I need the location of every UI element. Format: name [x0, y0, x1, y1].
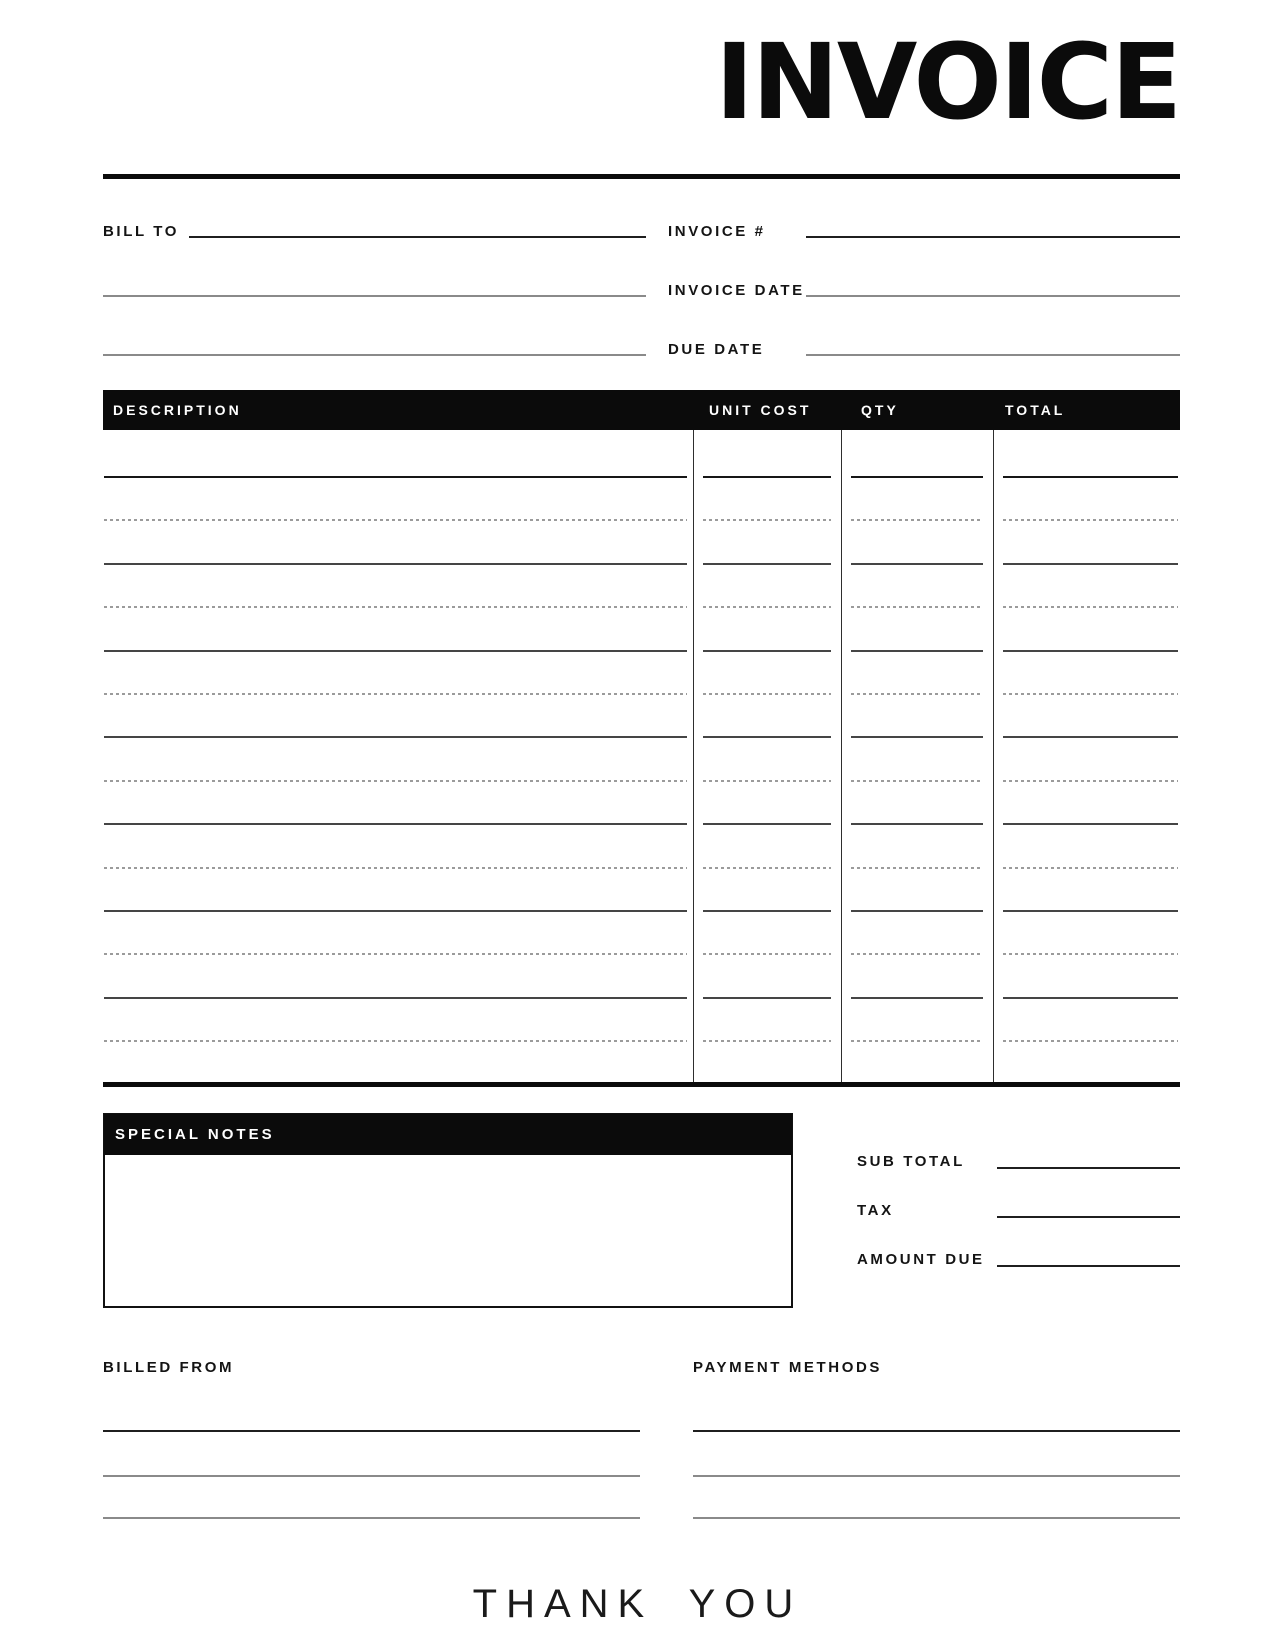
item-cell[interactable] — [693, 869, 841, 912]
item-cell[interactable] — [993, 565, 1180, 608]
item-row[interactable] — [103, 869, 1180, 912]
col-header-description: DESCRIPTION — [113, 402, 242, 418]
item-cell[interactable] — [841, 912, 993, 955]
item-cell[interactable] — [841, 608, 993, 651]
invoice-date-label: INVOICE DATE — [668, 282, 805, 299]
item-cell[interactable] — [841, 565, 993, 608]
item-cell[interactable] — [103, 999, 693, 1042]
item-cell[interactable] — [841, 652, 993, 695]
write-line — [851, 1040, 983, 1042]
invoice-number-label: INVOICE # — [668, 223, 766, 240]
item-cell[interactable] — [103, 869, 693, 912]
billing-row-3 — [103, 298, 1180, 357]
sub-total-row — [857, 1120, 1180, 1169]
table-header-row — [103, 390, 1180, 430]
item-row[interactable] — [103, 521, 1180, 564]
item-row[interactable] — [103, 955, 1180, 998]
item-cell[interactable] — [693, 430, 841, 478]
item-cell[interactable] — [103, 521, 693, 564]
billed-from-line-2[interactable] — [103, 1475, 640, 1477]
item-cell[interactable] — [103, 912, 693, 955]
item-cell[interactable] — [993, 430, 1180, 478]
table-bottom-rule — [103, 1082, 1180, 1087]
item-row[interactable] — [103, 430, 1180, 478]
item-cell[interactable] — [841, 782, 993, 825]
tax-field-line[interactable] — [997, 1216, 1180, 1218]
billing-row-1 — [103, 180, 1180, 239]
billed-from-line-3[interactable] — [103, 1517, 640, 1519]
item-cell[interactable] — [103, 738, 693, 781]
tax-row — [857, 1169, 1180, 1218]
billing-row-2 — [103, 239, 1180, 298]
item-cell[interactable] — [841, 738, 993, 781]
item-cell[interactable] — [103, 782, 693, 825]
item-cell[interactable] — [693, 912, 841, 955]
sub-total-field-line[interactable] — [997, 1167, 1180, 1169]
item-cell[interactable] — [103, 608, 693, 651]
footer-section — [103, 1360, 1180, 1519]
item-cell[interactable] — [693, 695, 841, 738]
item-row[interactable] — [103, 652, 1180, 695]
item-cell[interactable] — [993, 738, 1180, 781]
item-cell[interactable] — [103, 825, 693, 868]
bill-to-field-line-1[interactable] — [189, 236, 646, 238]
billed-from-line-1[interactable] — [103, 1430, 640, 1432]
item-cell[interactable] — [993, 912, 1180, 955]
item-cell[interactable] — [993, 521, 1180, 564]
table-body — [103, 430, 1180, 1082]
write-line — [104, 1040, 687, 1042]
item-cell[interactable] — [693, 999, 841, 1042]
special-notes-label: SPECIAL NOTES — [115, 1126, 275, 1143]
item-cell[interactable] — [993, 608, 1180, 651]
item-row[interactable] — [103, 999, 1180, 1042]
invoice-date-field-line[interactable] — [806, 295, 1180, 297]
item-cell[interactable] — [103, 430, 693, 478]
item-cell[interactable] — [693, 825, 841, 868]
payment-methods-line-3[interactable] — [693, 1517, 1180, 1519]
bill-to-label: BILL TO — [103, 223, 179, 240]
col-header-unit-cost: UNIT COST — [709, 402, 812, 418]
item-cell[interactable] — [103, 955, 693, 998]
item-row[interactable] — [103, 738, 1180, 781]
item-cell[interactable] — [693, 955, 841, 998]
item-cell[interactable] — [103, 652, 693, 695]
amount-due-label: AMOUNT DUE — [857, 1251, 985, 1268]
due-date-label: DUE DATE — [668, 341, 765, 358]
item-cell[interactable] — [841, 999, 993, 1042]
item-cell[interactable] — [993, 825, 1180, 868]
bill-to-field-line-3[interactable] — [103, 354, 646, 356]
write-line — [703, 1040, 831, 1042]
payment-methods-line-1[interactable] — [693, 1430, 1180, 1432]
col-header-total: TOTAL — [1005, 402, 1066, 418]
billing-info-section — [103, 180, 1180, 357]
item-row[interactable] — [103, 565, 1180, 608]
sub-total-label: SUB TOTAL — [857, 1153, 965, 1170]
due-date-field-line[interactable] — [806, 354, 1180, 356]
item-cell[interactable] — [841, 478, 993, 521]
item-cell[interactable] — [693, 738, 841, 781]
write-line — [1003, 1040, 1178, 1042]
item-cell[interactable] — [693, 478, 841, 521]
special-notes-header — [104, 1114, 792, 1155]
item-row[interactable] — [103, 825, 1180, 868]
page-title: INVOICE — [715, 21, 1180, 143]
line-items-table — [103, 390, 1180, 1087]
item-cell[interactable] — [993, 999, 1180, 1042]
amount-due-row — [857, 1218, 1180, 1267]
item-cell[interactable] — [693, 565, 841, 608]
tax-label: TAX — [857, 1202, 894, 1219]
bill-to-field-line-2[interactable] — [103, 295, 646, 297]
item-cell[interactable] — [693, 782, 841, 825]
item-cell[interactable] — [103, 565, 693, 608]
thank-you-text: THANK YOU — [472, 1582, 803, 1626]
item-cell[interactable] — [693, 652, 841, 695]
payment-methods-label: PAYMENT METHODS — [693, 1359, 883, 1376]
item-cell[interactable] — [993, 652, 1180, 695]
item-cell[interactable] — [993, 695, 1180, 738]
item-cell[interactable] — [993, 955, 1180, 998]
item-cell[interactable] — [993, 869, 1180, 912]
item-cell[interactable] — [103, 478, 693, 521]
item-row[interactable] — [103, 912, 1180, 955]
item-cell[interactable] — [103, 695, 693, 738]
item-row[interactable] — [103, 478, 1180, 521]
item-cell[interactable] — [993, 478, 1180, 521]
item-cell[interactable] — [841, 521, 993, 564]
item-row[interactable] — [103, 608, 1180, 651]
item-row[interactable] — [103, 782, 1180, 825]
item-row[interactable] — [103, 695, 1180, 738]
item-cell[interactable] — [993, 782, 1180, 825]
title-divider — [103, 174, 1180, 179]
item-cell[interactable] — [841, 695, 993, 738]
amount-due-field-line[interactable] — [997, 1265, 1180, 1267]
item-cell[interactable] — [841, 825, 993, 868]
payment-methods-block — [693, 1360, 1180, 1519]
totals-section — [857, 1120, 1180, 1267]
item-cell[interactable] — [841, 955, 993, 998]
invoice-number-field-line[interactable] — [806, 236, 1180, 238]
special-notes-box — [103, 1113, 793, 1308]
item-cell[interactable] — [693, 608, 841, 651]
col-header-qty: QTY — [861, 402, 899, 418]
item-cell[interactable] — [693, 521, 841, 564]
item-cell[interactable] — [841, 869, 993, 912]
payment-methods-line-2[interactable] — [693, 1475, 1180, 1477]
billed-from-block — [103, 1360, 640, 1519]
item-cell[interactable] — [841, 430, 993, 478]
billed-from-label: BILLED FROM — [103, 1359, 235, 1376]
special-notes-area[interactable] — [105, 1154, 791, 1304]
